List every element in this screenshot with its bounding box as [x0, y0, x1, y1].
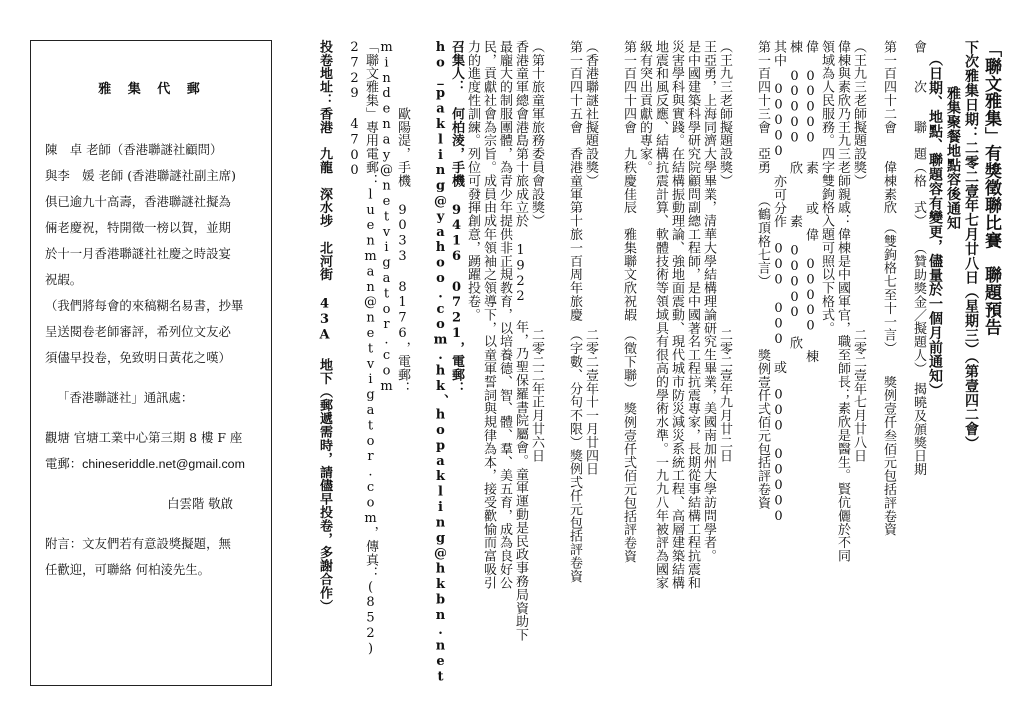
text-column: 「聯文雅集」專用電郵：luenman@netvigator.com，傳真：(852) 2729 4700 [347, 40, 378, 657]
text-column: 是中國建築科學研究院顧問副總工程師，是中國著名工程抗震專家，長期從事結構工程抗震和 [685, 40, 700, 590]
text-column: 偉棟與素欣乃王九三老師親戚：偉棟是中國軍官，職至師長；素欣是醫生。賢伉儷於不同 [835, 40, 850, 563]
text-column: 召集人： 何柏淩，手機 9416 0721，電郵：ho_pakling@yahoo.com.hk、hopakling@hkbn.net [433, 40, 464, 685]
notice-line: 祝嘏。 [45, 272, 83, 287]
text-column: 第一百四十四會 九秩慶佳辰 雅集聯文欣祝嘏 （徵下聯） 獎例壹仟弍佰元包括評卷資 [621, 40, 636, 563]
notice-line: 與李 媛 老師 (香港聯謎社副主席) [45, 168, 237, 183]
text-column: 災害學科與實踐。在結構振動理論、強地面震動、現代城市防災減災系統工程、高層建築結構 [669, 40, 684, 590]
text-column: 「聯文雅集」有獎徵聯比賽 聯題預告 [981, 40, 1001, 336]
notice-title: 雅 集 代 郵 [98, 82, 206, 97]
text-column: 級有突出貢獻的專家。 [637, 40, 652, 174]
footer-line: 附言：文友們若有意設獎擬題，無 [45, 536, 231, 551]
notice-line: 俱已逾九十高壽，香港聯謎社擬為 [45, 194, 231, 209]
signature: 白雲階 敬啟 [167, 496, 233, 511]
text-column: 會 次 聯 題（格 式） （贊助獎金／擬題人） 揭曉及頒獎日期 [911, 40, 926, 477]
text-column: （日期、地點、聯題容有變更，儘量於一個月前通知） [927, 52, 943, 398]
text-column: 領域為人民服務。四字雙鉤格入題可照以下格式。 [819, 40, 834, 335]
notice-note-line: （我們將每會的來稿糊名易書，抄畢 [45, 298, 244, 313]
text-column: 偉 00000 素 或 偉 00000 棟 [803, 40, 818, 363]
text-column: 第一百四十五會 香港童軍第十旅一百周年旅慶 （字數、分句不限）獎例弍仟元包括評卷資 [567, 40, 582, 583]
text-column: （王九三老師擬題設獎） 二零二壹年七月廿八日 [851, 40, 866, 463]
text-column: 投卷地址：香港 九龍 深水埗 北河街 43A 地下（郵遞需時，請儘早投卷，多謝合作） [317, 40, 332, 613]
text-column: 地震和風反應、結構抗震計算、軟體技術等領域具有很高的學術水準。一九九八年被評為國家 [653, 40, 668, 590]
text-column: 下次雅集日期：二零二壹年七月廿八日（星期三）（第壹四二會） [963, 40, 979, 451]
email-link[interactable]: chineseriddle.net@gmail.com [82, 457, 245, 471]
text-column: （第十旅童軍旅務委員會設獎） 二零二二年正月廿六日 [529, 40, 544, 463]
email-label: 電郵： [45, 456, 83, 471]
text-column: 民，貢獻社會為宗旨。成員由成年領袖之領導下，以童軍誓詞與規律為本，接受歡愉而富吸引 [481, 40, 496, 590]
text-column: 香港童軍總會港島第十旅成立於 1922 年，乃聖保羅書院屬會。童軍運動是民政事務局資助下 [513, 40, 528, 642]
contact-email-row [45, 451, 259, 477]
text-column: 第一百四十二會 偉棟素欣 （雙鉤格七至十一言） 獎例壹仟叁佰元包括評卷資 [881, 40, 896, 537]
contact-address: 觀塘 官塘工業中心第三期 8 樓 F 座 [45, 430, 243, 445]
text-column: （王九三老師擬題設獎） 二零二壹年九月廿二日 [717, 40, 732, 463]
announcement-vertical-text [272, 40, 1002, 690]
text-column: 歐陽湜，手機 9033 8176，電郵：mindenay@netvigator.com [379, 40, 410, 395]
notice-box [30, 40, 272, 686]
text-column: 第一百四十三會 亞勇 （鶴頂格七言） 獎例壹仟弍佰元包括評卷資 [755, 40, 770, 510]
text-column: （香港聯謎社擬題設獎） 二零二壹年十一月廿四日 [583, 40, 598, 476]
notice-line: 陳 卓 老師（香港聯謎社顧問） [45, 142, 223, 157]
notice-note-line: 須儘早投卷，免致明日黃花之嘆） [45, 350, 231, 365]
notice-note-line: 呈送閱卷老師審評，希列位文友必 [45, 324, 231, 339]
notice-line: 於十一月香港聯謎社社慶之時設宴 [45, 246, 231, 261]
text-column: 棟 00000 欣 素 00000 欣 [787, 40, 802, 350]
footer-line: 任歡迎，可聯絡 何柏淩先生。 [45, 562, 211, 577]
text-column: 最龐大的制服團體，為青少年提供非正規教育，以培養德、智、體、羣、美五育，成為良好公 [497, 40, 512, 590]
text-column: 雅集聚餐地點容後通知 [945, 86, 961, 230]
contact-label: 「香港聯謎社」通訊處： [57, 390, 194, 405]
text-column: 力的進度性訓練。列位可發揮創意，踴躍投卷。 [465, 40, 480, 322]
text-column: 其中 00000 亦可分作 000 000 或 000 00000 [771, 40, 786, 525]
notice-line: 倆老慶祝，特開徵一榜以賀，並期 [45, 220, 231, 235]
text-column: 王亞勇，上海同濟大學畢業，清華大學結構理論研究生畢業，美國南加州大學訪問學者。 [701, 40, 716, 563]
